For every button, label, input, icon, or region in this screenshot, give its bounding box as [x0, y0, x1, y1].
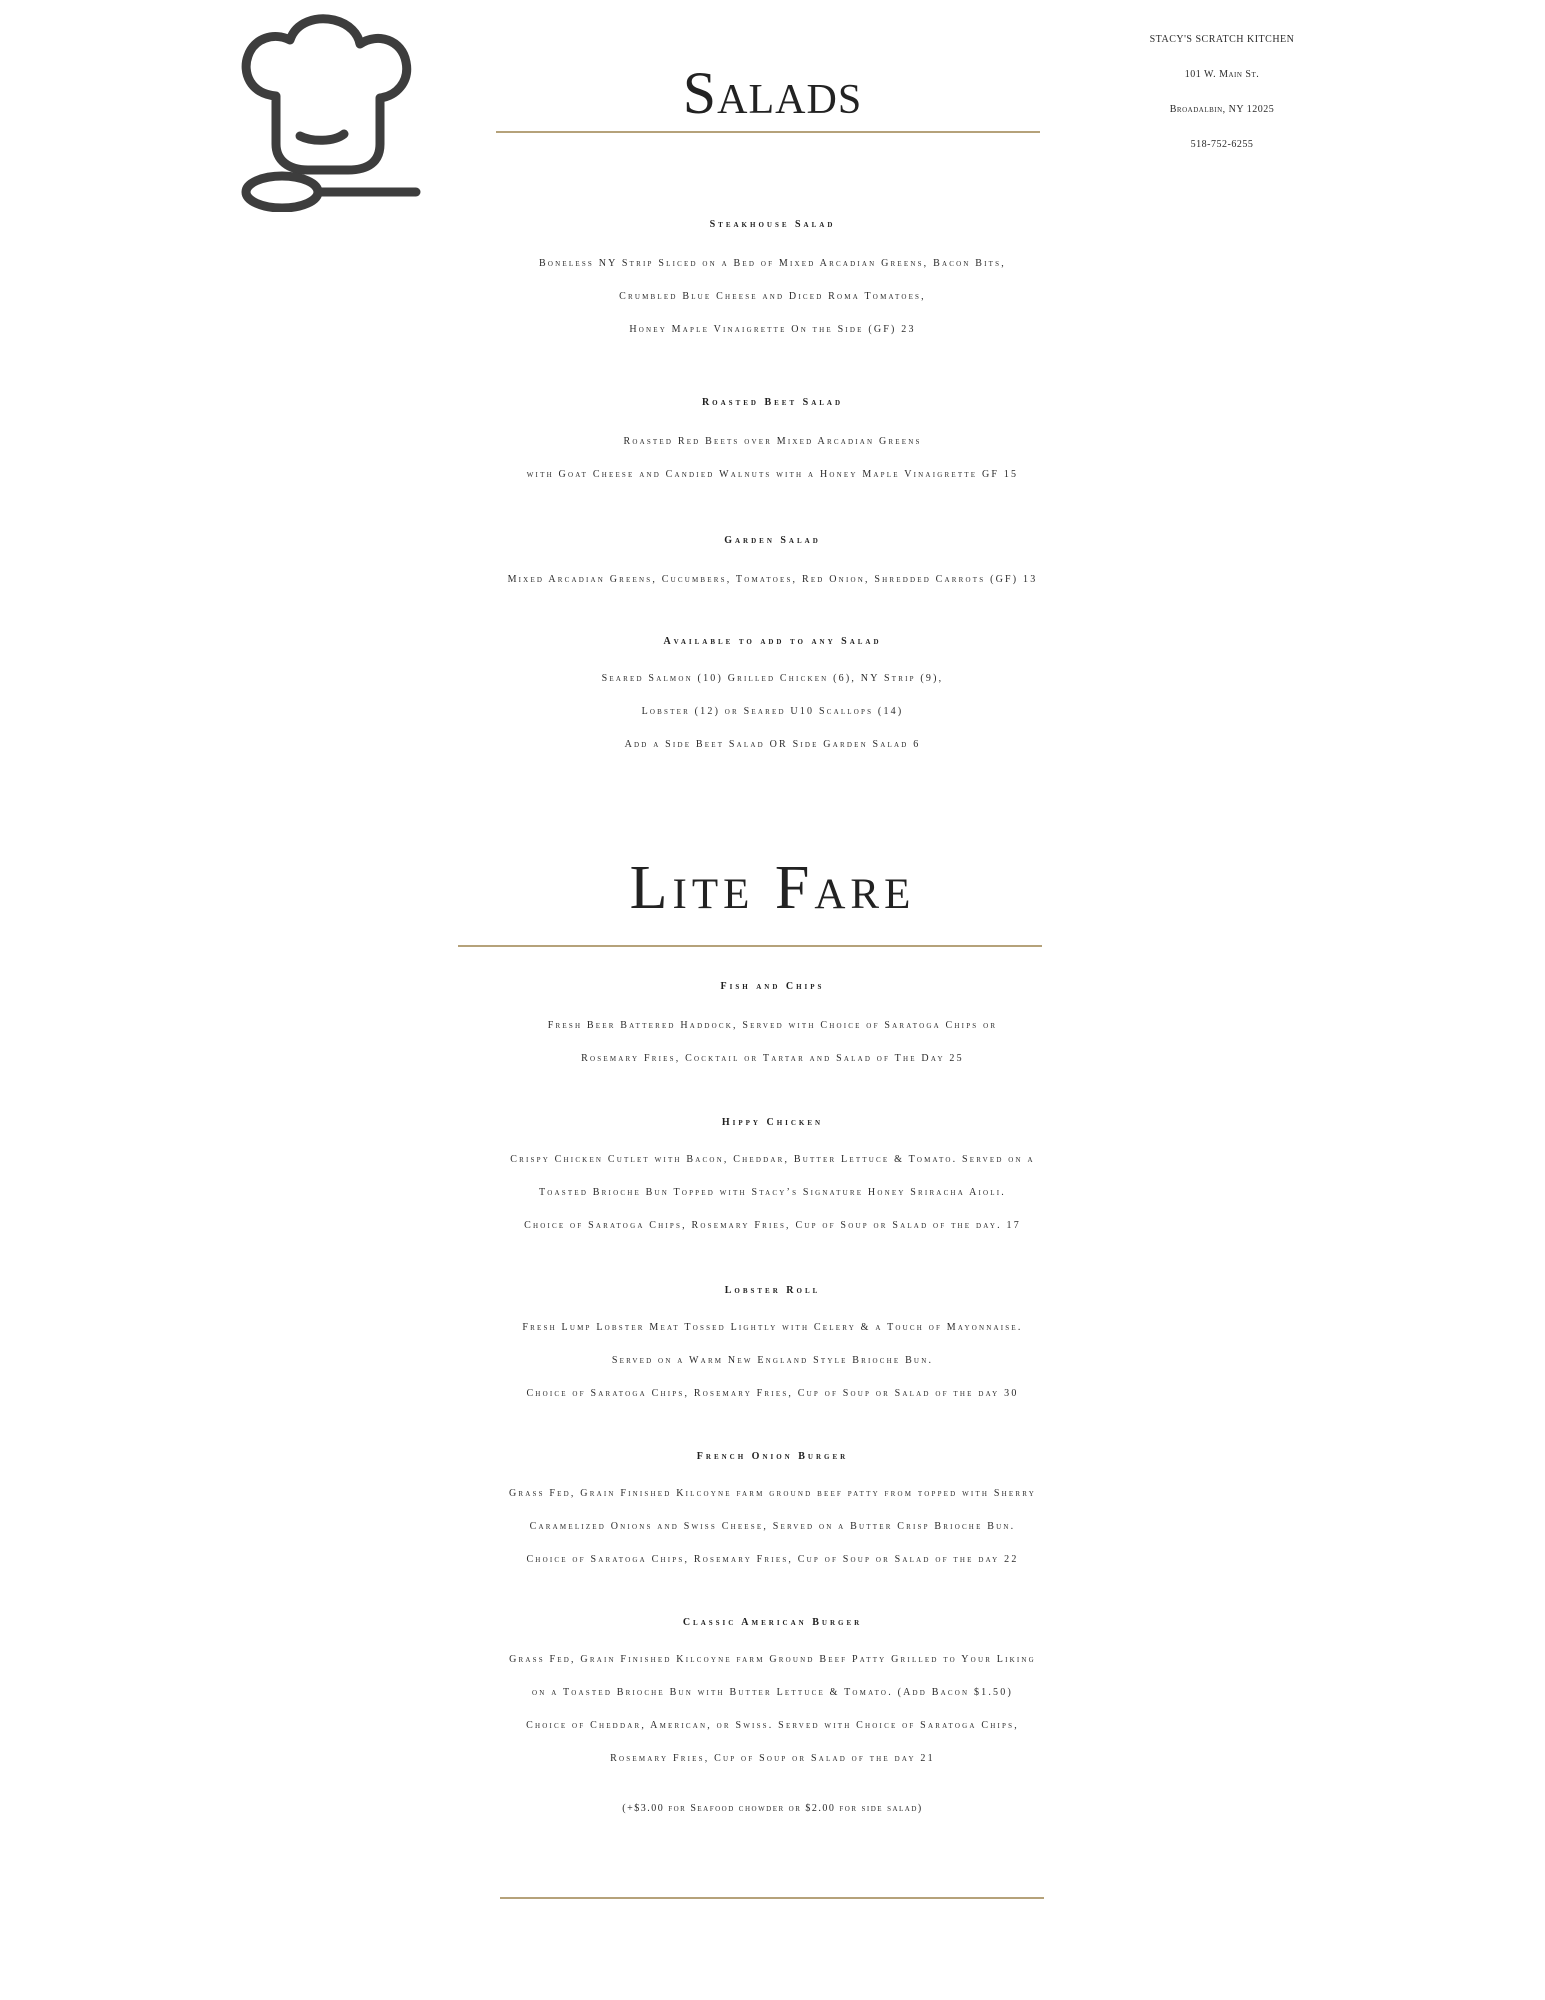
item-description: Crumbled Blue Cheese and Diced Roma Tomatoes,: [619, 291, 926, 302]
item-title: Available to add to any Salad: [663, 636, 882, 647]
item-title: Garden Salad: [724, 535, 821, 546]
item-description: Lobster (12) or Seared U10 Scallops (14): [641, 706, 904, 717]
item-description: Toasted Brioche Bun Topped with Stacy’s Signature Honey Sriracha Aioli.: [538, 1187, 1007, 1198]
salads-divider: [496, 131, 1040, 133]
restaurant-address: 101 W. Main St.: [1184, 69, 1260, 80]
salads-heading: Salads: [682, 60, 863, 126]
item-description: Rosemary Fries, Cocktail or Tartar and Salad of The Day 25: [581, 1053, 964, 1064]
item-description: with Goat Cheese and Candied Walnuts with a Honey Maple Vinaigrette GF 15: [526, 469, 1019, 480]
item-description: Served on a Warm New England Style Brioche Bun.: [611, 1355, 934, 1366]
item-title: Classic American Burger: [682, 1617, 863, 1628]
salads-add-ons: [200, 625, 1345, 761]
lite-fare-item-hippy-chicken: [200, 1106, 1345, 1242]
item-description: Choice of Saratoga Chips, Rosemary Fries, Cup of Soup or Salad of the day 30: [526, 1388, 1019, 1399]
item-title: Fish and Chips: [720, 981, 825, 992]
lite-fare-item-lobster-roll: [200, 1274, 1345, 1410]
lite-fare-divider: [458, 945, 1042, 947]
item-description: Fresh Beer Battered Haddock, Served with Choice of Saratoga Chips or: [547, 1020, 998, 1031]
salads-item-garden: [200, 524, 1345, 596]
salads-item-roasted-beet: [200, 386, 1345, 491]
item-description: Add a Side Beet Salad OR Side Garden Salad 6: [624, 739, 921, 750]
item-description: Boneless NY Strip Sliced on a Bed of Mixed Arcadian Greens, Bacon Bits,: [539, 258, 1006, 269]
lite-fare-item-french-onion-burger: [200, 1440, 1345, 1576]
salads-item-steakhouse: [200, 208, 1345, 346]
restaurant-phone: 518-752-6255: [1190, 139, 1254, 150]
lite-fare-heading: Lite Fare: [629, 854, 916, 922]
item-description: Grass Fed, Grain Finished Kilcoyne farm Ground Beef Patty Grilled to Your Liking: [509, 1654, 1036, 1665]
item-description: Caramelized Onions and Swiss Cheese, Served on a Butter Crisp Brioche Bun.: [529, 1521, 1016, 1532]
restaurant-contact: [1012, 22, 1432, 162]
item-title: French Onion Burger: [696, 1451, 849, 1462]
lite-fare-item-classic-american-burger: [200, 1606, 1345, 1775]
item-title: Hippy Chicken: [721, 1117, 824, 1128]
item-description: Fresh Lump Lobster Meat Tossed Lightly with Celery & a Touch of Mayonnaise.: [522, 1322, 1023, 1333]
item-description: Choice of Saratoga Chips, Rosemary Fries, Cup of Soup or Salad of the day 22: [526, 1554, 1019, 1565]
item-description: Roasted Red Beets over Mixed Arcadian Greens: [623, 436, 922, 447]
side-upgrade-note: (+$3.00 for Seafood chowder or $2.00 for side salad): [622, 1803, 923, 1814]
item-description: Choice of Saratoga Chips, Rosemary Fries, Cup of Soup or Salad of the day. 17: [524, 1220, 1021, 1231]
lite-fare-item-fish-and-chips: [200, 970, 1345, 1075]
restaurant-name: STACY'S SCRATCH KITCHEN: [1149, 34, 1295, 45]
item-description: Honey Maple Vinaigrette On the Side (GF) 23: [629, 324, 916, 335]
item-description: Choice of Cheddar, American, or Swiss. Served with Choice of Saratoga Chips,: [526, 1720, 1019, 1731]
item-title: Steakhouse Salad: [709, 219, 836, 230]
item-description: Mixed Arcadian Greens, Cucumbers, Tomatoes, Red Onion, Shredded Carrots (GF) 13: [507, 574, 1038, 585]
item-description: Crispy Chicken Cutlet with Bacon, Cheddar, Butter Lettuce & Tomato. Served on a: [510, 1154, 1035, 1165]
item-description: Rosemary Fries, Cup of Soup or Salad of the day 21: [610, 1753, 935, 1764]
item-description: Grass Fed, Grain Finished Kilcoyne farm ground beef patty from topped with Sherry: [508, 1488, 1036, 1499]
item-title: Lobster Roll: [724, 1285, 821, 1296]
restaurant-city: Broadalbin, NY 12025: [1169, 104, 1275, 115]
item-title: Roasted Beet Salad: [701, 397, 844, 408]
item-description: on a Toasted Brioche Bun with Butter Lettuce & Tomato. (Add Bacon $1.50): [531, 1687, 1013, 1698]
item-description: Seared Salmon (10) Grilled Chicken (6), NY Strip (9),: [601, 673, 944, 684]
bottom-divider: [500, 1897, 1044, 1899]
chef-hat-spoon-icon: [236, 12, 424, 212]
